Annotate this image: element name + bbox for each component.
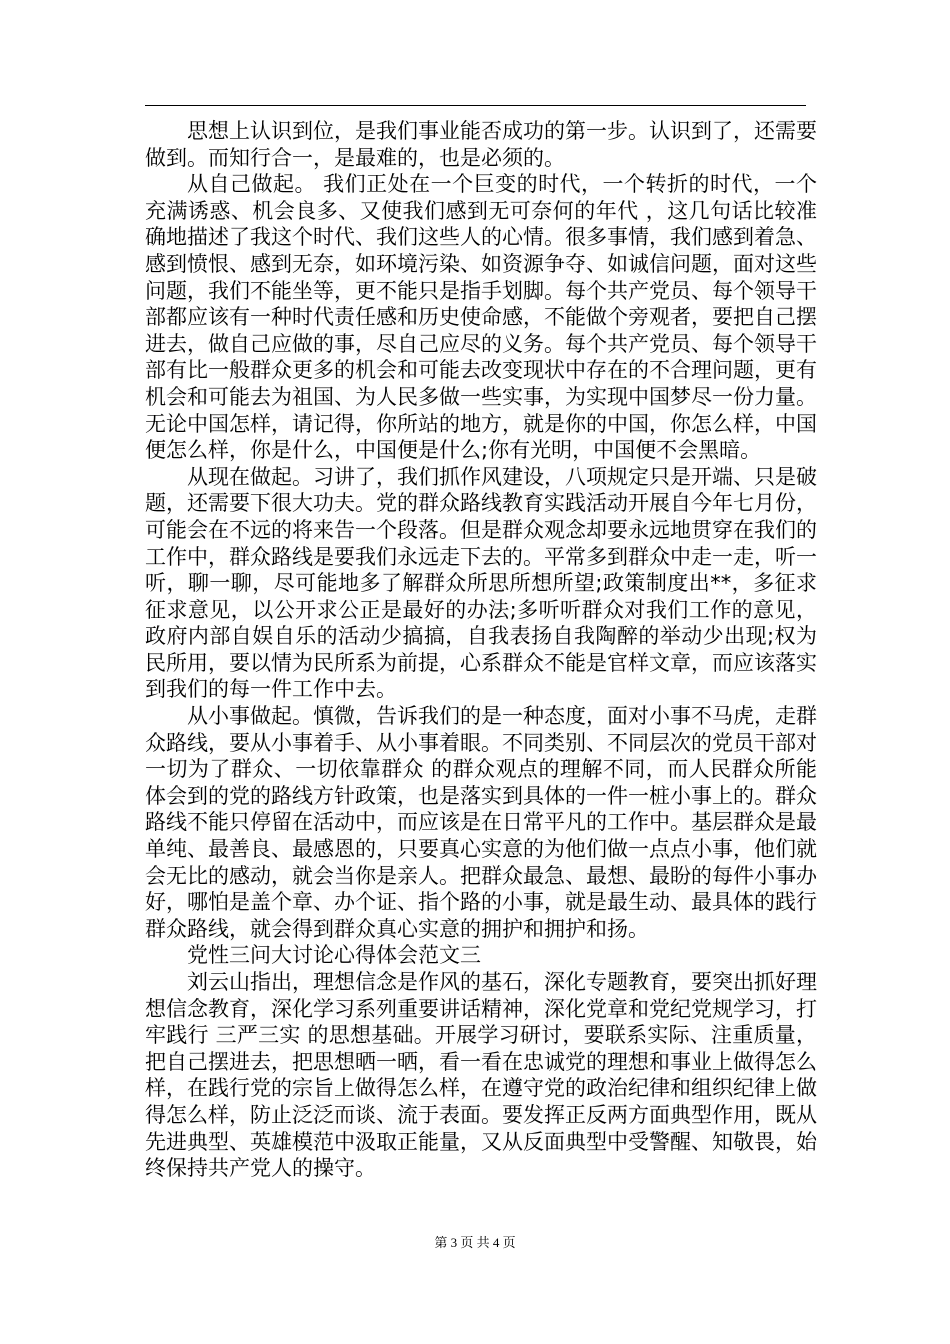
paragraph-4: 从小事做起。慎微，告诉我们的是一种态度，面对小事不马虎，走群众路线，要从小事着手、从小事着眼。不同类别、不同层次的党员干部对 一切为了群众、一切依靠群众 的群众观点的理解不同，而人民群众所能体会到的党的路线方针政策，也是落实到具体的一件一桩小事上的。群众路线不能只停留在活动中，而应该是在日常平凡的工作中。基层群众是最单纯、最善良、最感恩的，只要真心实意的为他们做一点点小事，他们就会无比的感动，就会当你是亲人。把群众最急、最想、最盼的每件小事办好，哪怕是盖个章、办个证、指个路的小事，就是最生动、最具体的践行群众路线，就会得到群众真心实意的拥护和拥护和扬。	[145, 704, 817, 941]
section-heading: 党性三问大讨论心得体会范文三	[187, 943, 481, 968]
page-footer: 第 3 页 共 4 页	[434, 1235, 516, 1250]
header-rule	[145, 105, 806, 106]
paragraph-3: 从现在做起。习讲了，我们抓作风建设，八项规定只是开端、只是破题，还需要下很大功夫。党的群众路线教育实践活动开展自今年七月份，可能会在不远的将来告一个段落。但是群众观念却要永远地贯穿在我们的工作中，群众路线是要我们永远走下去的。平常多到群众中走一走，听一听，聊一聊，尽可能地多了解群众所思所想所望;政策制度出**，多征求征求意见，以公开求公正是最好的办法;多听听群众对我们工作的意见，政府内部自娱自乐的活动少搞搞，自我表扬自我陶醉的举动少出现;权为民所用，要以情为民所系为前提，心系群众不能是官样文章，而应该落实到我们的每一件工作中去。	[145, 464, 817, 702]
document-body	[145, 118, 817, 1182]
paragraph-5: 刘云山指出，理想信念是作风的基石，深化专题教育，要突出抓好理想信念教育，深化学习系列重要讲话精神，深化党章和党纪党规学习，打牢践行 三严三实 的思想基础。开展学习研讨，要联系实际、注重质量，把自己摆进去，把思想晒一晒，看一看在忠诚党的理想和事业上做得怎么样，在践行党的宗旨上做得怎么样，在遵守党的政治纪律和组织纪律上做得怎么样，防止泛泛而谈、流于表面。要发挥正反两方面典型作用，既从先进典型、英雄模范中汲取正能量，又从反面典型中受警醒、知敬畏，始终保持共产党人的操守。	[145, 970, 817, 1181]
paragraph-1: 思想上认识到位，是我们事业能否成功的第一步。认识到了，还需要做到。而知行合一，是最难的，也是必须的。	[145, 119, 817, 170]
paragraph-2: 从自己做起。 我们正处在一个巨变的时代，一个转折的时代，一个充满诱惑、机会良多、又使我们感到无可奈何的年代 ，这几句话比较准确地描述了我这个时代、我们这些人的心情。很多事情，我们感到着急、感到愤恨、感到无奈，如环境污染、如资源争夺、如诚信问题，面对这些问题，我们不能坐等，更不能只是指手划脚。每个共产党员、每个领导干部都应该有一种时代责任感和历史使命感，不能做个旁观者，要把自己摆进去，做自己应做的事，尽自己应尽的义务。每个共产党员、每个领导干部有比一般群众更多的机会和可能去改变现状中存在的不合理问题，更有机会和可能去为祖国、为人民多做一些实事，为实现中国梦尽一份力量。无论中国怎样，请记得，你所站的地方，就是你的中国，你怎么样，中国便怎么样，你是什么，中国便是什么;你有光明，中国便不会黑暗。	[145, 172, 817, 463]
